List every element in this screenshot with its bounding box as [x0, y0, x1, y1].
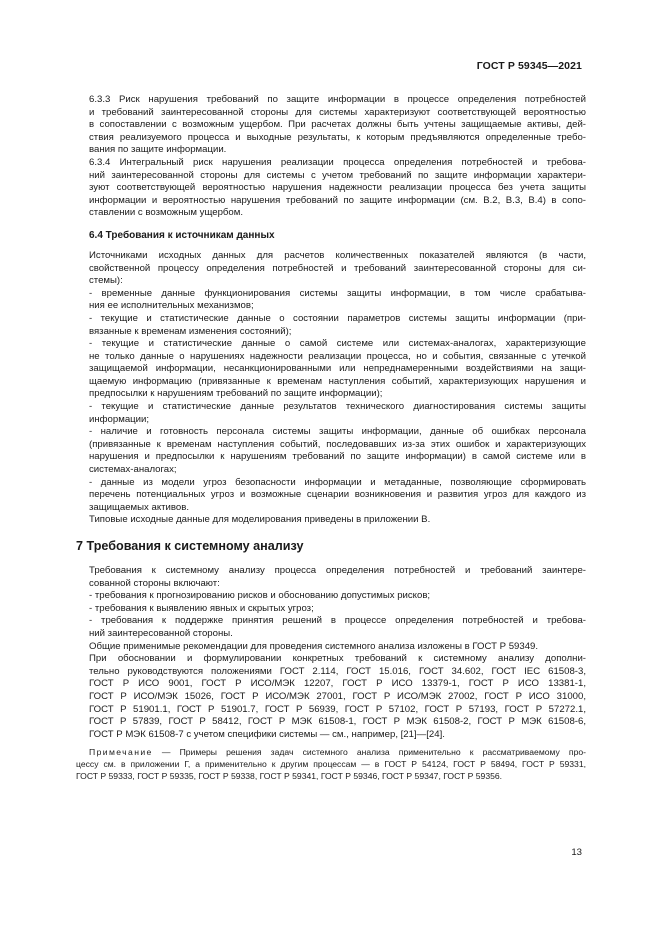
b3-line-4: предпосылки к нарушениям требований по защите информации); [89, 388, 383, 400]
b4-line-0: - текущие и статистические данные результатов технического диагностирования системы защиты [89, 401, 586, 413]
b3-line-1: не только данные о нарушениях надежности реализации процесса, но и события, связанные с утечкой [89, 350, 586, 362]
p7_subst-line-0: При обосновании и формулировании конкретных требований к системному анализу дополни- [89, 653, 586, 665]
b6-line-0: - данные из модели угроз безопасности информации и метаданные, позволяющие сформировать [89, 476, 586, 488]
note-line-1: цессу см. в приложении Г, а применительно к другим процессам — в ГОСТ Р 54124, ГОСТ Р 58494, ГОСТ Р 59331, [76, 758, 586, 769]
s633-line-4: вания по защите информации. [89, 144, 227, 156]
b2-line-1: вязанные к временам изменения состояний); [89, 325, 292, 337]
list-item-threat-model-data [76, 477, 586, 515]
note-line-0: — Примеры решения задач системного анализа применительно к рассматриваемому про- [152, 747, 586, 758]
p7_intro-line-1: сованной стороны включают: [89, 577, 220, 589]
paragraph-6-4-intro [76, 250, 586, 288]
heading-6-4: 6.4 Требования к источникам данных [89, 229, 275, 241]
list-item-decision-support [76, 615, 586, 640]
paragraph-7-intro [76, 565, 586, 590]
b1-line-0: - временные данные функционирования системы защиты информации, в том числе срабатыва- [89, 287, 586, 299]
b3-line-3: щаемую информацию (привязанные к временам наступления событий, характеризующих нарушения и [89, 375, 586, 387]
note-first-line [76, 747, 586, 759]
note-block [76, 747, 586, 782]
list-item-time-data [76, 288, 586, 313]
p7_intro-line-0: Требования к системному анализу процесса определения потребностей и требований заинтере- [89, 565, 586, 576]
s633-line-3: ствия реализуемого процесса и выходные результаты, к которым предъявляются определенные требо- [89, 131, 586, 143]
b5-line-0: - наличие и готовность персонала системы защиты информации, данные об ошибках персонала [89, 426, 586, 438]
list-item-diagnostics-data [76, 401, 586, 426]
list-item-threat-detection [76, 603, 586, 616]
b4-line-1: информации; [89, 413, 150, 425]
p64_intro-line-1: свойственной процессу определения потребностей и требований заинтересованной стороны для си- [89, 262, 586, 274]
b3-line-2: защищаемой информации, несанкционированными или непреднамеренными воздействиями на защи- [89, 363, 586, 375]
paragraph-6-3-3 [76, 94, 586, 157]
s633-line-1: и требований заинтересованной стороны для системы характеризуют соответствующей вероятностью [89, 106, 586, 118]
b6-line-1: перечень потенциальных угроз и возможные сценарии возникновения и развития угроз для каждого из [89, 489, 586, 501]
s634-line-4: ставлении с возможным ущербом. [89, 207, 244, 219]
list-item-risk-forecast [76, 590, 586, 603]
note-label: Примечание [89, 747, 153, 758]
note-line-2: ГОСТ Р 59333, ГОСТ Р 59335, ГОСТ Р 59338, ГОСТ Р 59341, ГОСТ Р 59346, ГОСТ Р 59347, ГОСТ Р 59356. [76, 770, 503, 781]
r2-line-0: - требования к выявлению явных и скрытых угроз; [89, 602, 314, 614]
paragraph-6-4-end [76, 514, 586, 527]
p7_subst-line-4: ГОСТ Р 51901.1, ГОСТ Р 51901.7, ГОСТ Р 56939, ГОСТ Р 57102, ГОСТ Р 57193, ГОСТ Р 57272.1, [89, 703, 586, 715]
list-item-personnel-data [76, 426, 586, 476]
p7_subst-line-1: тельно руководствуются положениями ГОСТ 2.114, ГОСТ 15.016, ГОСТ 34.602, ГОСТ IEC 61508-3, [89, 665, 586, 677]
p7_subst-line-5: ГОСТ Р 57839, ГОСТ Р 58412, ГОСТ Р МЭК 61508-1, ГОСТ Р МЭК 61508-2, ГОСТ Р МЭК 61508-6, [89, 716, 586, 728]
document-body [76, 94, 586, 782]
paragraph-7-general [76, 641, 586, 654]
p7_general-line-0: Общие применимые рекомендации для проведения системного анализа изложены в ГОСТ Р 59349. [89, 640, 539, 652]
b3-line-0: - текущие и статистические данные о самой системе или системах-аналогах, характеризующие [89, 338, 586, 350]
b5-line-1: (привязанные к временам наступления событий, последовавших из-за этих ошибок и характеризующих [89, 438, 586, 450]
s634-line-1: ний заинтересованной стороны для системы с учетом требований по защите информации характери- [89, 169, 586, 181]
p64_intro-line-2: стемы): [89, 275, 123, 287]
b5-line-3: системах-аналогах; [89, 464, 177, 476]
r1-line-0: - требования к прогнозированию рисков и обоснованию допустимых рисков; [89, 590, 431, 602]
b5-line-2: нарушения и предпосылки к нарушениям требований по защите информации) в самой системе или в [89, 451, 586, 463]
s634-line-3: информации и вероятностью нарушения требований по защите информации (см. В.2, В.3, В.4) в сопо- [89, 194, 586, 206]
b2-line-0: - текущие и статистические данные о состоянии параметров системы защиты информации (при- [89, 312, 586, 324]
page-number: 13 [571, 847, 582, 858]
list-item-state-data [76, 313, 586, 338]
b1-line-1: ния ее исполнительных механизмов; [89, 300, 254, 312]
paragraph-7-standards [76, 653, 586, 741]
list-item-system-data [76, 338, 586, 401]
r3-line-0: - требования к поддержке принятия решений в процессе определения потребностей и требова- [89, 615, 586, 627]
p7_subst-line-6: ГОСТ Р МЭК 61508-7 с учетом специфики системы — см., например, [21]—[24]. [89, 728, 445, 740]
paragraph-6-3-4 [76, 157, 586, 220]
p7_subst-line-2: ГОСТ Р ИСО 9001, ГОСТ Р ИСО/МЭК 12207, ГОСТ Р ИСО 13379-1, ГОСТ Р ИСО 13381-1, [89, 678, 586, 690]
s633-line-2: в сопоставлении с возможным ущербом. При расчетах должны быть учтены защищаемые активы, дей- [89, 119, 586, 131]
heading-7: 7 Требования к системному анализу [76, 539, 304, 553]
s634-line-2: зуют соответствующей вероятностью нарушения надежности реализации процесса без учета защиты [89, 182, 586, 194]
p64_end-line-0: Типовые исходные данные для моделирования приведены в приложении В. [89, 514, 431, 526]
s634-line-0: 6.3.4 Интегральный риск нарушения реализации процесса определения потребностей и требова- [89, 156, 586, 168]
s633-line-0: 6.3.3 Риск нарушения требований по защите информации в процессе определения потребностей [89, 94, 586, 105]
r3-line-1: ний заинтересованной стороны. [89, 627, 233, 639]
p64_intro-line-0: Источниками исходных данных для расчетов количественных показателей являются (в части, [89, 249, 586, 261]
page-header-standard: ГОСТ Р 59345—2021 [476, 60, 582, 72]
p7_subst-line-3: ГОСТ Р ИСО/МЭК 15026, ГОСТ Р ИСО/МЭК 27001, ГОСТ Р ИСО/МЭК 27002, ГОСТ Р ИСО 31000, [89, 690, 586, 702]
b6-line-2: защищаемых активов. [89, 501, 189, 513]
